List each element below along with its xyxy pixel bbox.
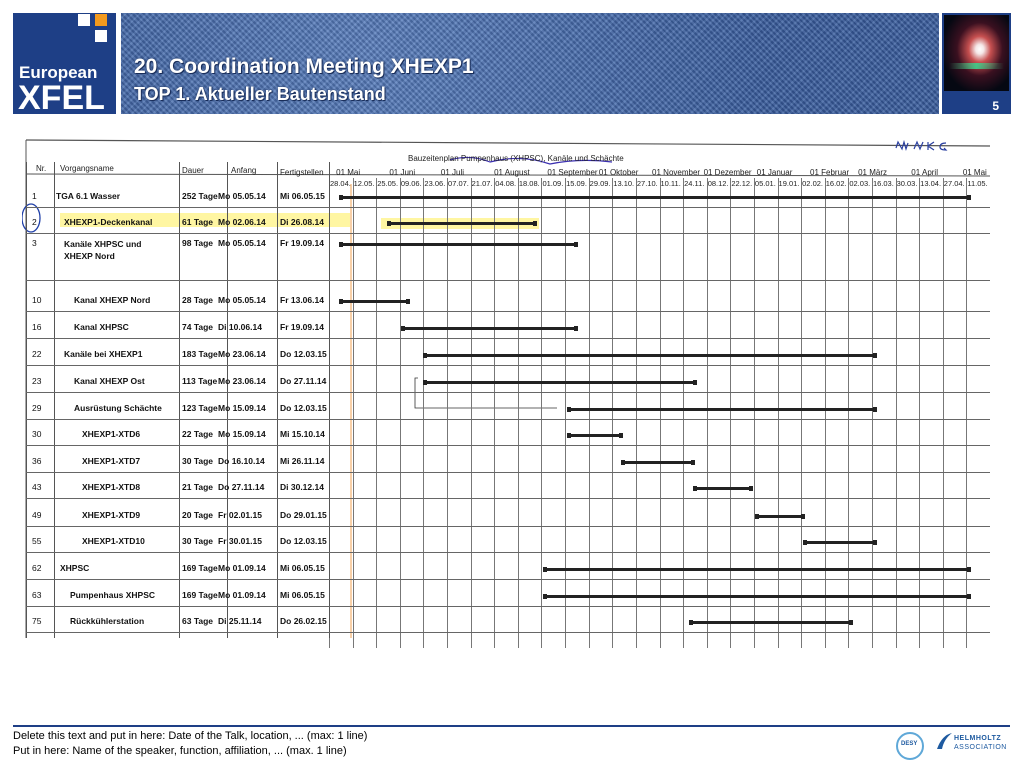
row-name: XHEXP1-XTD9 <box>82 510 141 520</box>
grid-line <box>966 178 967 648</box>
row-divider <box>26 632 990 633</box>
row-name: Kanäle bei XHEXP1 <box>64 349 143 359</box>
row-divider <box>26 606 990 607</box>
row-ende: Mi 15.10.14 <box>280 429 325 439</box>
gantt-bar <box>545 595 969 598</box>
laser-beam-image <box>944 15 1009 91</box>
week-label: 18.08. <box>518 179 540 188</box>
footer-line-date: Delete this text and put in here: Date of the Talk, location, ... (max: 1 line) <box>13 730 368 742</box>
week-label: 01.09. <box>542 179 564 188</box>
slide-title: 20. Coordination Meeting XHEXP1 <box>134 55 474 78</box>
row-dauer: 74 Tage <box>182 322 214 332</box>
row-dauer: 169 Tage <box>182 590 218 600</box>
week-label: 24.11. <box>684 179 705 188</box>
bar-end-marker <box>849 620 853 625</box>
bar-end-marker <box>574 242 578 247</box>
week-label: 29.09. <box>589 179 611 188</box>
row-ende: Di 30.12.14 <box>280 482 324 492</box>
row-divider <box>26 280 990 281</box>
logo-text-xfel: XFEL <box>18 79 105 117</box>
row-ende: Do 29.01.15 <box>280 510 327 520</box>
row-dauer: 21 Tage <box>182 482 214 492</box>
bar-start-marker <box>621 460 625 465</box>
col-vorgangsname: Vorgangsname <box>60 164 114 173</box>
row-divider <box>26 311 990 312</box>
gantt-bar <box>757 515 803 518</box>
row-nr: 16 <box>32 322 42 332</box>
gantt-bar <box>341 300 408 303</box>
grid-line <box>447 178 448 648</box>
month-label: 01 März <box>858 168 887 177</box>
helmholtz-mark-icon <box>934 731 954 753</box>
week-label: 09.06. <box>400 179 422 188</box>
grid-line <box>423 178 424 648</box>
desy-logo-text: DESY <box>901 741 918 747</box>
row-dauer: 123 Tage <box>182 403 218 413</box>
bar-end-marker <box>574 326 578 331</box>
col-dauer: Dauer <box>182 166 204 175</box>
row-divider <box>26 552 990 553</box>
bar-start-marker <box>567 407 571 412</box>
bar-end-marker <box>967 594 971 599</box>
bar-end-marker <box>749 486 753 491</box>
week-label: 30.03. <box>896 179 918 188</box>
bar-end-marker <box>619 433 623 438</box>
grid-line <box>518 178 519 648</box>
row-dauer: 30 Tage <box>182 536 214 546</box>
week-label: 22.12. <box>731 179 753 188</box>
row-nr: 43 <box>32 482 42 492</box>
bar-end-marker <box>691 460 695 465</box>
row-name: Kanal XHPSC <box>74 322 129 332</box>
row-name: XHPSC <box>60 563 90 573</box>
row-nr: 30 <box>32 429 42 439</box>
grid-line <box>848 178 849 648</box>
col-fertigstellen: Fertigstellen <box>280 168 324 177</box>
bar-end-marker <box>801 514 805 519</box>
row-divider <box>26 498 990 499</box>
week-label: 27.10. <box>636 179 658 188</box>
row-ende: Mi 26.11.14 <box>280 456 325 466</box>
row-nr: 55 <box>32 536 42 546</box>
week-label: 13.04. <box>920 179 942 188</box>
gantt-bar <box>691 621 851 624</box>
gantt-bar <box>569 434 621 437</box>
row-dauer: 20 Tage <box>182 510 214 520</box>
gantt-bar <box>695 487 752 490</box>
gantt-bar <box>389 222 535 225</box>
row-anfang: Mo 01.09.14 <box>218 563 266 573</box>
gantt-bar <box>425 381 695 384</box>
row-dauer: 252 Tage <box>182 191 218 201</box>
row-name: XHEXP1-XTD7 <box>82 456 141 466</box>
row-divider <box>26 338 990 339</box>
row-anfang: Do 27.11.14 <box>218 482 265 492</box>
row-ende: Mi 06.05.15 <box>280 191 325 201</box>
week-label: 08.12. <box>707 179 729 188</box>
bar-end-marker <box>873 540 877 545</box>
week-label: 07.07. <box>448 179 469 188</box>
row-anfang: Fr 30.01.15 <box>218 536 262 546</box>
week-label: 13.10. <box>613 179 635 188</box>
month-label: 01 November <box>652 168 701 177</box>
month-label: 01 Januar <box>756 168 793 177</box>
row-ende: Do 27.11.14 <box>280 376 327 386</box>
grid-line <box>801 178 802 648</box>
row-divider <box>26 365 990 366</box>
week-label: 12.05. <box>353 179 375 188</box>
grid-line <box>400 178 401 648</box>
bar-start-marker <box>567 433 571 438</box>
bar-start-marker <box>401 326 405 331</box>
bar-end-marker <box>873 407 877 412</box>
row-anfang: Mo 23.06.14 <box>218 376 266 386</box>
logo-square-orange <box>95 14 107 26</box>
footer-line-speaker: Put in here: Name of the speaker, function, affiliation, ... (max. 1 line) <box>13 745 347 757</box>
row-name: XHEXP1-XTD8 <box>82 482 141 492</box>
row-nr: 62 <box>32 563 42 573</box>
row-anfang: Mo 02.06.14 <box>218 217 266 227</box>
month-label: 01 Dezember <box>703 168 752 177</box>
week-label: 10.11. <box>660 179 681 188</box>
row-ende: Fr 19.09.14 <box>280 238 324 248</box>
gantt-chart-title: Bauzeitenplan Pumpenhaus (XHPSC), Kanäle und Schächte <box>408 154 624 163</box>
gantt-bar <box>341 196 969 199</box>
bar-start-marker <box>693 486 697 491</box>
row-anfang: Do 16.10.14 <box>218 456 265 466</box>
row-dauer: 113 Tage <box>182 376 218 386</box>
row-anfang: Mo 15.09.14 <box>218 403 266 413</box>
row-ende: Fr 19.09.14 <box>280 322 324 332</box>
month-label: 01 August <box>494 168 530 177</box>
page-number: 5 <box>992 99 999 113</box>
week-label: 23.06. <box>424 179 446 188</box>
row-anfang: Mo 05.05.14 <box>218 295 266 305</box>
row-divider <box>26 526 990 527</box>
bar-end-marker <box>406 299 410 304</box>
row-nr: 1 <box>32 191 37 201</box>
row-dauer: 30 Tage <box>182 456 214 466</box>
month-label: 01 Oktober <box>598 168 639 177</box>
week-label: 21.07. <box>471 179 493 188</box>
bar-start-marker <box>423 380 427 385</box>
week-label: 27.04. <box>943 179 965 188</box>
european-xfel-logo <box>13 13 116 117</box>
header-image-panel <box>942 13 1011 114</box>
row-name: Kanäle XHPSC und XHEXP Nord <box>64 239 142 261</box>
grid-line <box>660 178 661 648</box>
row-name: XHEXP1-XTD10 <box>82 536 145 546</box>
bar-start-marker <box>339 299 343 304</box>
row-divider <box>26 445 990 446</box>
row-nr: 2 <box>32 217 37 227</box>
week-label: 16.03. <box>872 179 894 188</box>
row-divider <box>26 472 990 473</box>
bar-end-marker <box>533 221 537 226</box>
grid-line <box>943 178 944 648</box>
row-nr: 3 <box>32 238 37 248</box>
row-dauer: 63 Tage <box>182 616 214 626</box>
row-name: Kanal XHEXP Nord <box>74 295 151 305</box>
row-divider <box>26 419 990 420</box>
bar-start-marker <box>689 620 693 625</box>
scanned-gantt-chart <box>22 138 990 690</box>
grid-line <box>612 178 613 648</box>
week-label: 19.01. <box>778 179 800 188</box>
grid-line <box>730 178 731 648</box>
row-dauer: 28 Tage <box>182 295 214 305</box>
row-name: Rückkühlerstation <box>70 616 145 626</box>
week-label: 25.05. <box>377 179 399 188</box>
bar-start-marker <box>423 353 427 358</box>
row-anfang: Mo 05.05.14 <box>218 191 266 201</box>
helmholtz-text-1: HELMHOLTZ <box>954 735 1002 742</box>
gantt-bar <box>805 541 875 544</box>
bar-start-marker <box>543 567 547 572</box>
row-nr: 10 <box>32 295 42 305</box>
month-label: 01 April <box>911 168 938 177</box>
month-label: 01 Februar <box>810 168 850 177</box>
grid-line <box>471 178 472 648</box>
grid-line <box>896 178 897 648</box>
row-name: Ausrüstung Schächte <box>74 403 162 413</box>
row-ende: Fr 13.06.14 <box>280 295 324 305</box>
week-label: 02.03. <box>849 179 871 188</box>
col-nr: Nr. <box>36 164 47 173</box>
row-name: Kanal XHEXP Ost <box>74 376 145 386</box>
week-label: 28.04. <box>330 179 351 188</box>
grid-line <box>541 178 542 648</box>
grid-line <box>707 178 708 648</box>
week-label: 02.02. <box>802 179 823 188</box>
grid-line <box>778 178 779 648</box>
month-label: 01 Mai <box>336 168 361 177</box>
row-name: XHEXP1-Deckenkanal <box>64 217 153 227</box>
row-dauer: 183 Tage <box>182 349 218 359</box>
grid-line <box>636 178 637 648</box>
row-ende: Do 12.03.15 <box>280 536 327 546</box>
title-banner <box>121 13 939 114</box>
week-label: 05.01. <box>754 179 776 188</box>
row-anfang: Di 25.11.14 <box>218 616 262 626</box>
row-name: XHEXP1-XTD6 <box>82 429 141 439</box>
bar-end-marker <box>873 353 877 358</box>
bar-end-marker <box>967 567 971 572</box>
footer-divider <box>13 725 1010 727</box>
grid-line <box>565 178 566 648</box>
grid-line <box>919 178 920 648</box>
row-anfang: Fr 02.01.15 <box>218 510 262 520</box>
row-anfang: Mo 15.09.14 <box>218 429 266 439</box>
row-anfang: Mo 01.09.14 <box>218 590 266 600</box>
row-ende: Di 26.08.14 <box>280 217 324 227</box>
row-nr: 63 <box>32 590 42 600</box>
month-label: 01 Juli <box>440 168 464 177</box>
bar-start-marker <box>339 242 343 247</box>
grid-line <box>754 178 755 648</box>
col-anfang: Anfang <box>231 166 257 175</box>
row-ende: Do 12.03.15 <box>280 403 327 413</box>
week-label: 15.09. <box>566 179 587 188</box>
gantt-bar <box>341 243 576 246</box>
logo-square-white <box>78 14 90 26</box>
week-label: 16.02. <box>825 179 847 188</box>
grid-line <box>825 178 826 648</box>
gantt-bar <box>545 568 969 571</box>
row-anfang: Mo 05.05.14 <box>218 238 266 248</box>
month-label: 01 Mai <box>962 168 987 177</box>
row-anfang: Mo 23.06.14 <box>218 349 266 359</box>
bar-end-marker <box>693 380 697 385</box>
grid-line <box>683 178 684 648</box>
slide-subtitle: TOP 1. Aktueller Bautenstand <box>134 84 386 104</box>
row-ende: Mi 06.05.15 <box>280 590 325 600</box>
row-ende: Mi 06.05.15 <box>280 563 325 573</box>
row-divider <box>26 207 990 208</box>
row-ende: Do 12.03.15 <box>280 349 327 359</box>
row-nr: 49 <box>32 510 42 520</box>
bar-start-marker <box>543 594 547 599</box>
helmholtz-text-2: ASSOCIATION <box>954 744 1007 751</box>
row-name: Pumpenhaus XHPSC <box>70 590 156 600</box>
grid-line <box>494 178 495 648</box>
month-label: 01 September <box>547 168 598 177</box>
bar-start-marker <box>339 195 343 200</box>
row-dauer: 169 Tage <box>182 563 218 573</box>
grid-line <box>589 178 590 648</box>
week-label: 11.05. <box>967 179 988 188</box>
row-divider <box>26 233 990 234</box>
row-divider <box>26 392 990 393</box>
gantt-bar <box>425 354 875 357</box>
gantt-bar <box>569 408 875 411</box>
row-nr: 23 <box>32 376 42 386</box>
bar-start-marker <box>803 540 807 545</box>
row-dauer: 98 Tage <box>182 238 214 248</box>
month-label: 01 Juni <box>389 168 416 177</box>
row-name: TGA 6.1 Wasser <box>56 191 121 201</box>
row-nr: 29 <box>32 403 42 413</box>
logo-text-european: European <box>19 63 98 82</box>
row-dauer: 22 Tage <box>182 429 214 439</box>
row-nr: 36 <box>32 456 42 466</box>
row-nr: 22 <box>32 349 42 359</box>
row-anfang: Di 10.06.14 <box>218 322 262 332</box>
logo-square-white-2 <box>95 30 107 42</box>
row-ende: Do 26.02.15 <box>280 616 327 626</box>
row-nr: 75 <box>32 616 42 626</box>
grid-line <box>376 178 377 648</box>
grid-line <box>353 178 354 648</box>
desy-logo <box>896 732 924 760</box>
bar-start-marker <box>387 221 391 226</box>
scan-annotations <box>22 138 990 690</box>
row-dauer: 61 Tage <box>182 217 214 227</box>
gantt-bar <box>623 461 693 464</box>
grid-line <box>872 178 873 648</box>
row-divider <box>26 579 990 580</box>
bar-end-marker <box>967 195 971 200</box>
gantt-bar <box>403 327 576 330</box>
week-label: 04.08. <box>495 179 517 188</box>
bar-start-marker <box>755 514 759 519</box>
